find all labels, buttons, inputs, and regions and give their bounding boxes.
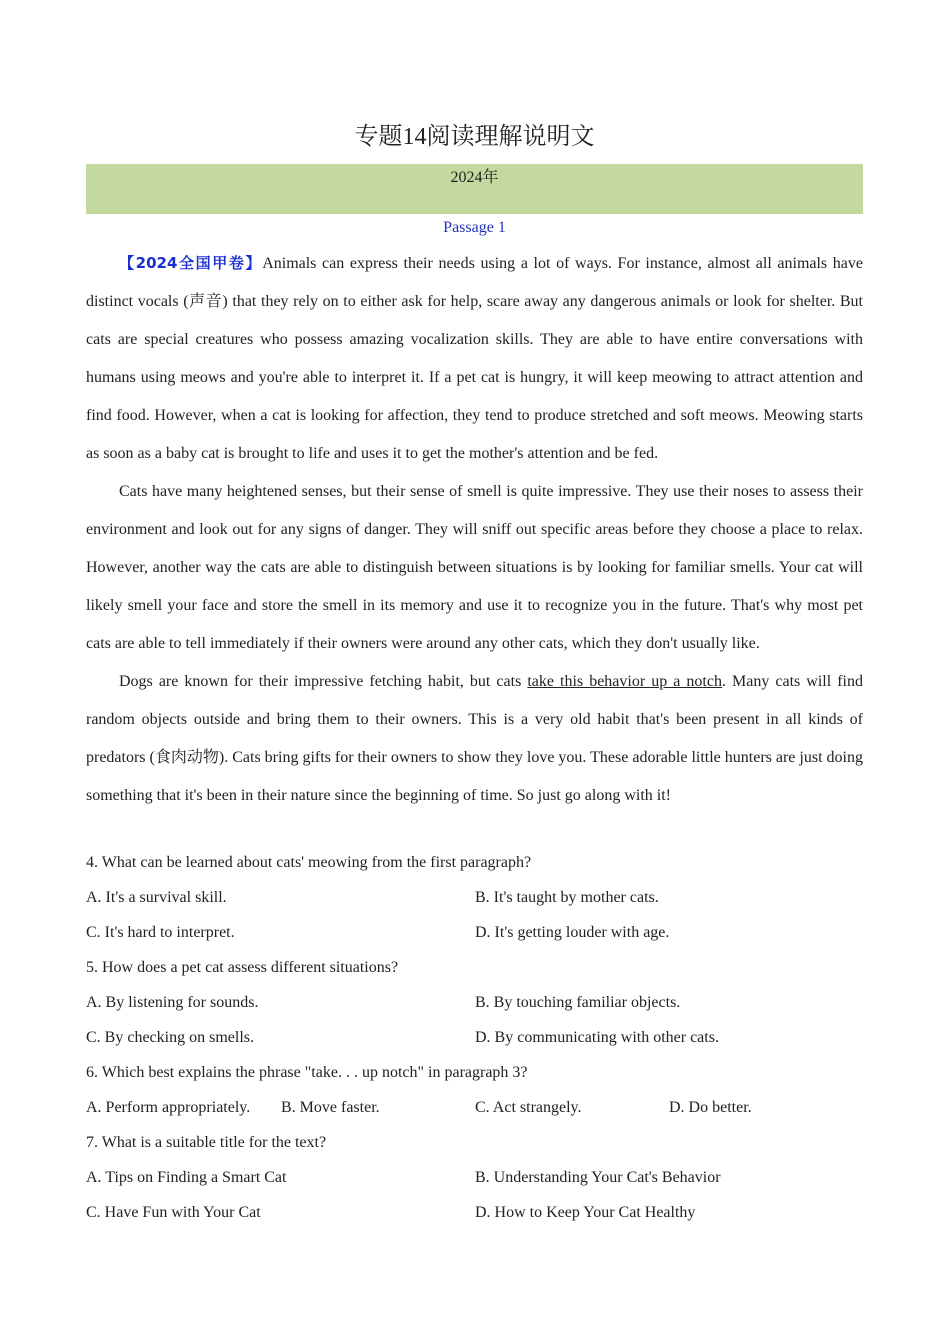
source-tag: 【2024全国甲卷】 bbox=[119, 254, 263, 272]
question-7-option-a[interactable]: A. Tips on Finding a Smart Cat bbox=[86, 1169, 287, 1186]
question-6-option-b[interactable]: B. Move faster. bbox=[281, 1099, 380, 1116]
question-7-option-d[interactable]: D. How to Keep Your Cat Healthy bbox=[475, 1204, 696, 1221]
question-7-options-row-1 bbox=[86, 1160, 863, 1195]
question-6-option-d[interactable]: D. Do better. bbox=[669, 1099, 752, 1116]
question-4-stem: 4. What can be learned about cats' meowing from the first paragraph? bbox=[86, 854, 532, 871]
question-5-option-c[interactable]: C. By checking on smells. bbox=[86, 1029, 254, 1046]
question-5-option-a[interactable]: A. By listening for sounds. bbox=[86, 994, 259, 1011]
question-4-option-c[interactable]: C. It's hard to interpret. bbox=[86, 924, 235, 941]
paragraph-3 bbox=[86, 663, 863, 815]
paragraph-1 bbox=[86, 244, 863, 473]
question-7-options-row-2 bbox=[86, 1195, 863, 1230]
question-5-option-b[interactable]: B. By touching familiar objects. bbox=[475, 994, 681, 1011]
passage-label: Passage 1 bbox=[443, 219, 506, 236]
year-banner bbox=[86, 164, 863, 214]
question-4-options-row-2 bbox=[86, 915, 863, 950]
question-5-options-row-1 bbox=[86, 985, 863, 1020]
question-4-option-d[interactable]: D. It's getting louder with age. bbox=[475, 924, 670, 941]
paragraph-3-text-a: Dogs are known for their impressive fetching habit, but cats bbox=[119, 673, 528, 690]
question-7-stem: 7. What is a suitable title for the text? bbox=[86, 1134, 327, 1151]
question-6-options-row bbox=[86, 1090, 863, 1125]
year-label: 2024年 bbox=[450, 169, 499, 186]
page-title: 专题14阅读理解说明文 bbox=[354, 124, 595, 150]
question-list bbox=[86, 845, 863, 1230]
question-5-options-row-2 bbox=[86, 1020, 863, 1055]
paragraph-2: Cats have many heightened senses, but their sense of smell is quite impressive. They use their noses to assess their environment and look out for any signs of danger. They will sniff out specific areas before they choose a place to relax. However, another way the cats are able to distinguish between situations is by looking for familiar smells. Your cat will likely smell your face and store the smell in its memory and use it to recognize you in the future. That's why most pet cats are able to tell immediately if their owners were around any other cats, which they don't usually like. bbox=[86, 483, 863, 652]
paragraph-1-text: Animals can express their needs using a lot of ways. For instance, almost all animals have distinct vocals (声音) that they rely on to either ask for help, scare away any dangerous animals or look for shelter. But cats are special creatures who possess amazing vocalization skills. They are able to have entire conversations with humans using meows and you're able to interpret it. If a pet cat is hungry, it will keep meowing to attract attention and find food. However, when a cat is looking for affection, they tend to produce stretched and soft meows. Meowing starts as soon as a baby cat is brought to life and uses it to get the mother's attention and be fed. bbox=[86, 255, 863, 462]
question-4-options-row-1 bbox=[86, 880, 863, 915]
paragraph-3-text-b: . Many cats will find random objects outside and bring them to their owners. This is a very old habit that's been present in all kinds of predators (食肉动物). Cats bring gifts for their owners to show they love you. These adorable little hunters are just doing something that it's been in their nature since the beginning of time. So just go along with it! bbox=[86, 673, 863, 804]
question-6-option-a[interactable]: A. Perform appropriately. bbox=[86, 1099, 251, 1116]
question-7-option-c[interactable]: C. Have Fun with Your Cat bbox=[86, 1204, 261, 1221]
question-6-option-c[interactable]: C. Act strangely. bbox=[475, 1099, 582, 1116]
passage-body bbox=[86, 244, 863, 815]
underlined-phrase: take this behavior up a notch bbox=[527, 673, 722, 690]
question-5-stem: 5. How does a pet cat assess different situations? bbox=[86, 959, 399, 976]
question-4-option-b[interactable]: B. It's taught by mother cats. bbox=[475, 889, 659, 906]
question-7-option-b[interactable]: B. Understanding Your Cat's Behavior bbox=[475, 1169, 721, 1186]
question-4-option-a[interactable]: A. It's a survival skill. bbox=[86, 889, 227, 906]
question-5-option-d[interactable]: D. By communicating with other cats. bbox=[475, 1029, 719, 1046]
question-6-stem: 6. Which best explains the phrase "take. . . up notch" in paragraph 3? bbox=[86, 1064, 528, 1081]
